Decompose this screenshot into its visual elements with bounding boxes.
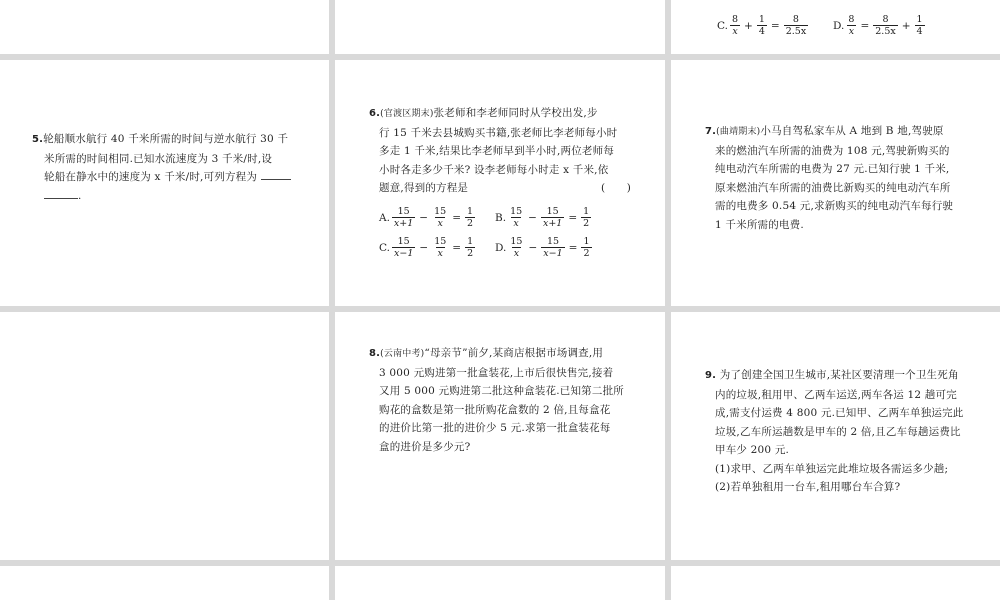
question-source: (官渡区期末) — [380, 109, 434, 119]
question-text: 轮船在静水中的速度为 x 千米/时,可列方程为 — [44, 171, 258, 183]
fraction: $\frac{1}{4}$ — [758, 14, 765, 37]
fraction: $\frac{1}{2}$ — [467, 206, 474, 229]
cell-bottom-right — [671, 566, 1000, 600]
question-text: 3 000 元购进第一批盒装花,上市后很快售完,接着 — [379, 366, 614, 379]
option-label: D. — [495, 241, 507, 254]
question-6 — [369, 104, 631, 198]
cell-question-7 — [671, 60, 1000, 306]
question-text: 原来燃油汽车所需的油费比新购买的纯电动汽车所 — [715, 181, 951, 194]
option-b[interactable]: B. $\frac{15}{x}$ − $\frac{15}{x+1}$ = $\frac{1}{2}$ — [495, 206, 590, 229]
question-source: (云南中考) — [380, 349, 425, 359]
cell-question-9 — [671, 312, 1000, 560]
question-text: 为了创建全国卫生城市,某社区要清理一个卫生死角 — [719, 369, 959, 381]
option-c[interactable]: C. $\frac{15}{x-1}$ − $\frac{15}{x}$ = $\frac{1}{2}$ — [379, 236, 474, 259]
cell-question-5 — [0, 60, 329, 306]
answer-blank[interactable] — [261, 169, 291, 180]
question-text: 的进价比第一批的进价少 5 元.求第一批盒装花每 — [379, 422, 611, 434]
fraction: $\frac{15}{x}$ — [510, 206, 523, 229]
question-text: 纯电动汽车所需的电费为 27 元.已知行驶 1 千米, — [715, 163, 950, 175]
fraction: $\frac{15}{x+1}$ — [542, 206, 563, 229]
prev-option-c: C. $\frac{8}{x}$ + $\frac{1}{4}$ = $\frac{8}{2.5x}$ — [717, 14, 807, 37]
answer-blank[interactable] — [44, 188, 78, 199]
question-text: 1 千米所需的电费. — [715, 218, 804, 231]
fraction: $\frac{1}{2}$ — [583, 236, 590, 259]
option-label: C. — [379, 241, 390, 254]
question-text: “母亲节”前夕,某商店根据市场调查,用 — [424, 347, 604, 359]
fraction: $\frac{15}{x}$ — [510, 236, 523, 259]
period: . — [78, 189, 82, 202]
cell-top-left — [0, 0, 329, 54]
question-text: 来的燃油汽车所需的油费为 108 元,驾驶新购买的 — [715, 144, 950, 157]
question-number: 8. — [369, 348, 381, 359]
option-label: A. — [379, 211, 390, 224]
question-text: 题意,得到的方程是 — [379, 182, 469, 194]
question-text: 购花的盒数是第一批所购花盒数的 2 倍,且每盒花 — [379, 403, 611, 416]
fraction: $\frac{8}{2.5x}$ — [785, 14, 807, 37]
question-9 — [705, 366, 975, 497]
option-label: C. — [717, 19, 728, 32]
question-number: 6. — [369, 108, 381, 119]
question-number: 9. — [705, 370, 717, 381]
question-source: (曲靖期末) — [716, 127, 761, 137]
question-text: 盒的进价是多少元? — [379, 440, 471, 453]
question-7 — [705, 122, 967, 234]
question-text: 米所需的时间相同.已知水流速度为 3 千米/时,设 — [44, 152, 273, 165]
question-number: 5. — [32, 134, 44, 145]
question-text: 张老师和李老师同时从学校出发,步 — [433, 107, 598, 119]
option-label: B. — [495, 211, 507, 224]
fraction: $\frac{8}{2.5x}$ — [875, 14, 896, 37]
sub-question-2: (2)若单独租用一台车,租用哪台车合算? — [715, 481, 901, 493]
answer-paren[interactable]: ( ) — [601, 182, 631, 194]
fraction: $\frac{15}{x-1}$ — [543, 236, 563, 259]
cell-question-6 — [335, 60, 665, 306]
cell-empty-left — [0, 312, 329, 560]
fraction: $\frac{15}{x+1}$ — [393, 206, 414, 229]
question-number: 7. — [705, 126, 717, 137]
fraction: $\frac{8}{x}$ — [848, 14, 855, 37]
question-text: 垃圾,乙车所运趟数是甲车的 2 倍,且乙车每趟运费比 — [715, 425, 961, 438]
question-text: 需的电费多 0.54 元,求新购买的纯电动汽车每行驶 — [715, 200, 954, 212]
option-label: D. — [833, 19, 845, 32]
fraction: $\frac{15}{x}$ — [434, 236, 447, 259]
cell-question-8 — [335, 312, 665, 560]
cell-bottom-left — [0, 566, 329, 600]
cell-top-middle — [335, 0, 665, 54]
question-text: 多走 1 千米,结果比李老师早到半小时,两位老师每 — [379, 145, 615, 157]
option-d[interactable]: D. $\frac{15}{x}$ − $\frac{15}{x-1}$ = $\frac{1}{2}$ — [495, 236, 590, 259]
fraction: $\frac{15}{x}$ — [434, 206, 447, 229]
fraction: $\frac{1}{4}$ — [916, 14, 923, 37]
question-text: 内的垃圾,租用甲、乙两车运送,两车各运 12 趟可完 — [715, 388, 957, 401]
question-text: 甲车少 200 元. — [715, 444, 790, 456]
question-5 — [32, 130, 302, 205]
cell-top-right — [671, 0, 1000, 54]
fraction: $\frac{1}{2}$ — [583, 206, 590, 229]
fraction: $\frac{1}{2}$ — [467, 236, 474, 259]
option-a[interactable]: A. $\frac{15}{x+1}$ − $\frac{15}{x}$ = $\frac{1}{2}$ — [379, 206, 474, 229]
question-text: 又用 5 000 元购进第二批这种盒装花.已知第二批所 — [379, 385, 624, 397]
fraction: $\frac{8}{x}$ — [732, 14, 739, 37]
fraction: $\frac{15}{x-1}$ — [394, 236, 414, 259]
prev-option-d: D. $\frac{8}{x}$ = $\frac{8}{2.5x}$ + $\frac{1}{4}$ — [833, 14, 923, 37]
sub-question-1: (1)求甲、乙两车单独运完此堆垃圾各需运多少趟; — [715, 462, 949, 475]
question-text: 小时各走多少千米? 设李老师每小时走 x 千米,依 — [379, 163, 609, 176]
question-8 — [369, 344, 631, 456]
question-text: 成,需支付运费 4 800 元.已知甲、乙两车单独运完此 — [715, 407, 964, 419]
question-text: 行 15 千米去县城购买书籍,张老师比李老师每小时 — [379, 126, 618, 139]
question-text: 小马自驾私家车从 A 地到 B 地,驾驶原 — [760, 125, 944, 137]
question-text: 轮船顺水航行 40 千米所需的时间与逆水航行 30 千 — [43, 133, 289, 145]
cell-bottom-middle — [335, 566, 665, 600]
